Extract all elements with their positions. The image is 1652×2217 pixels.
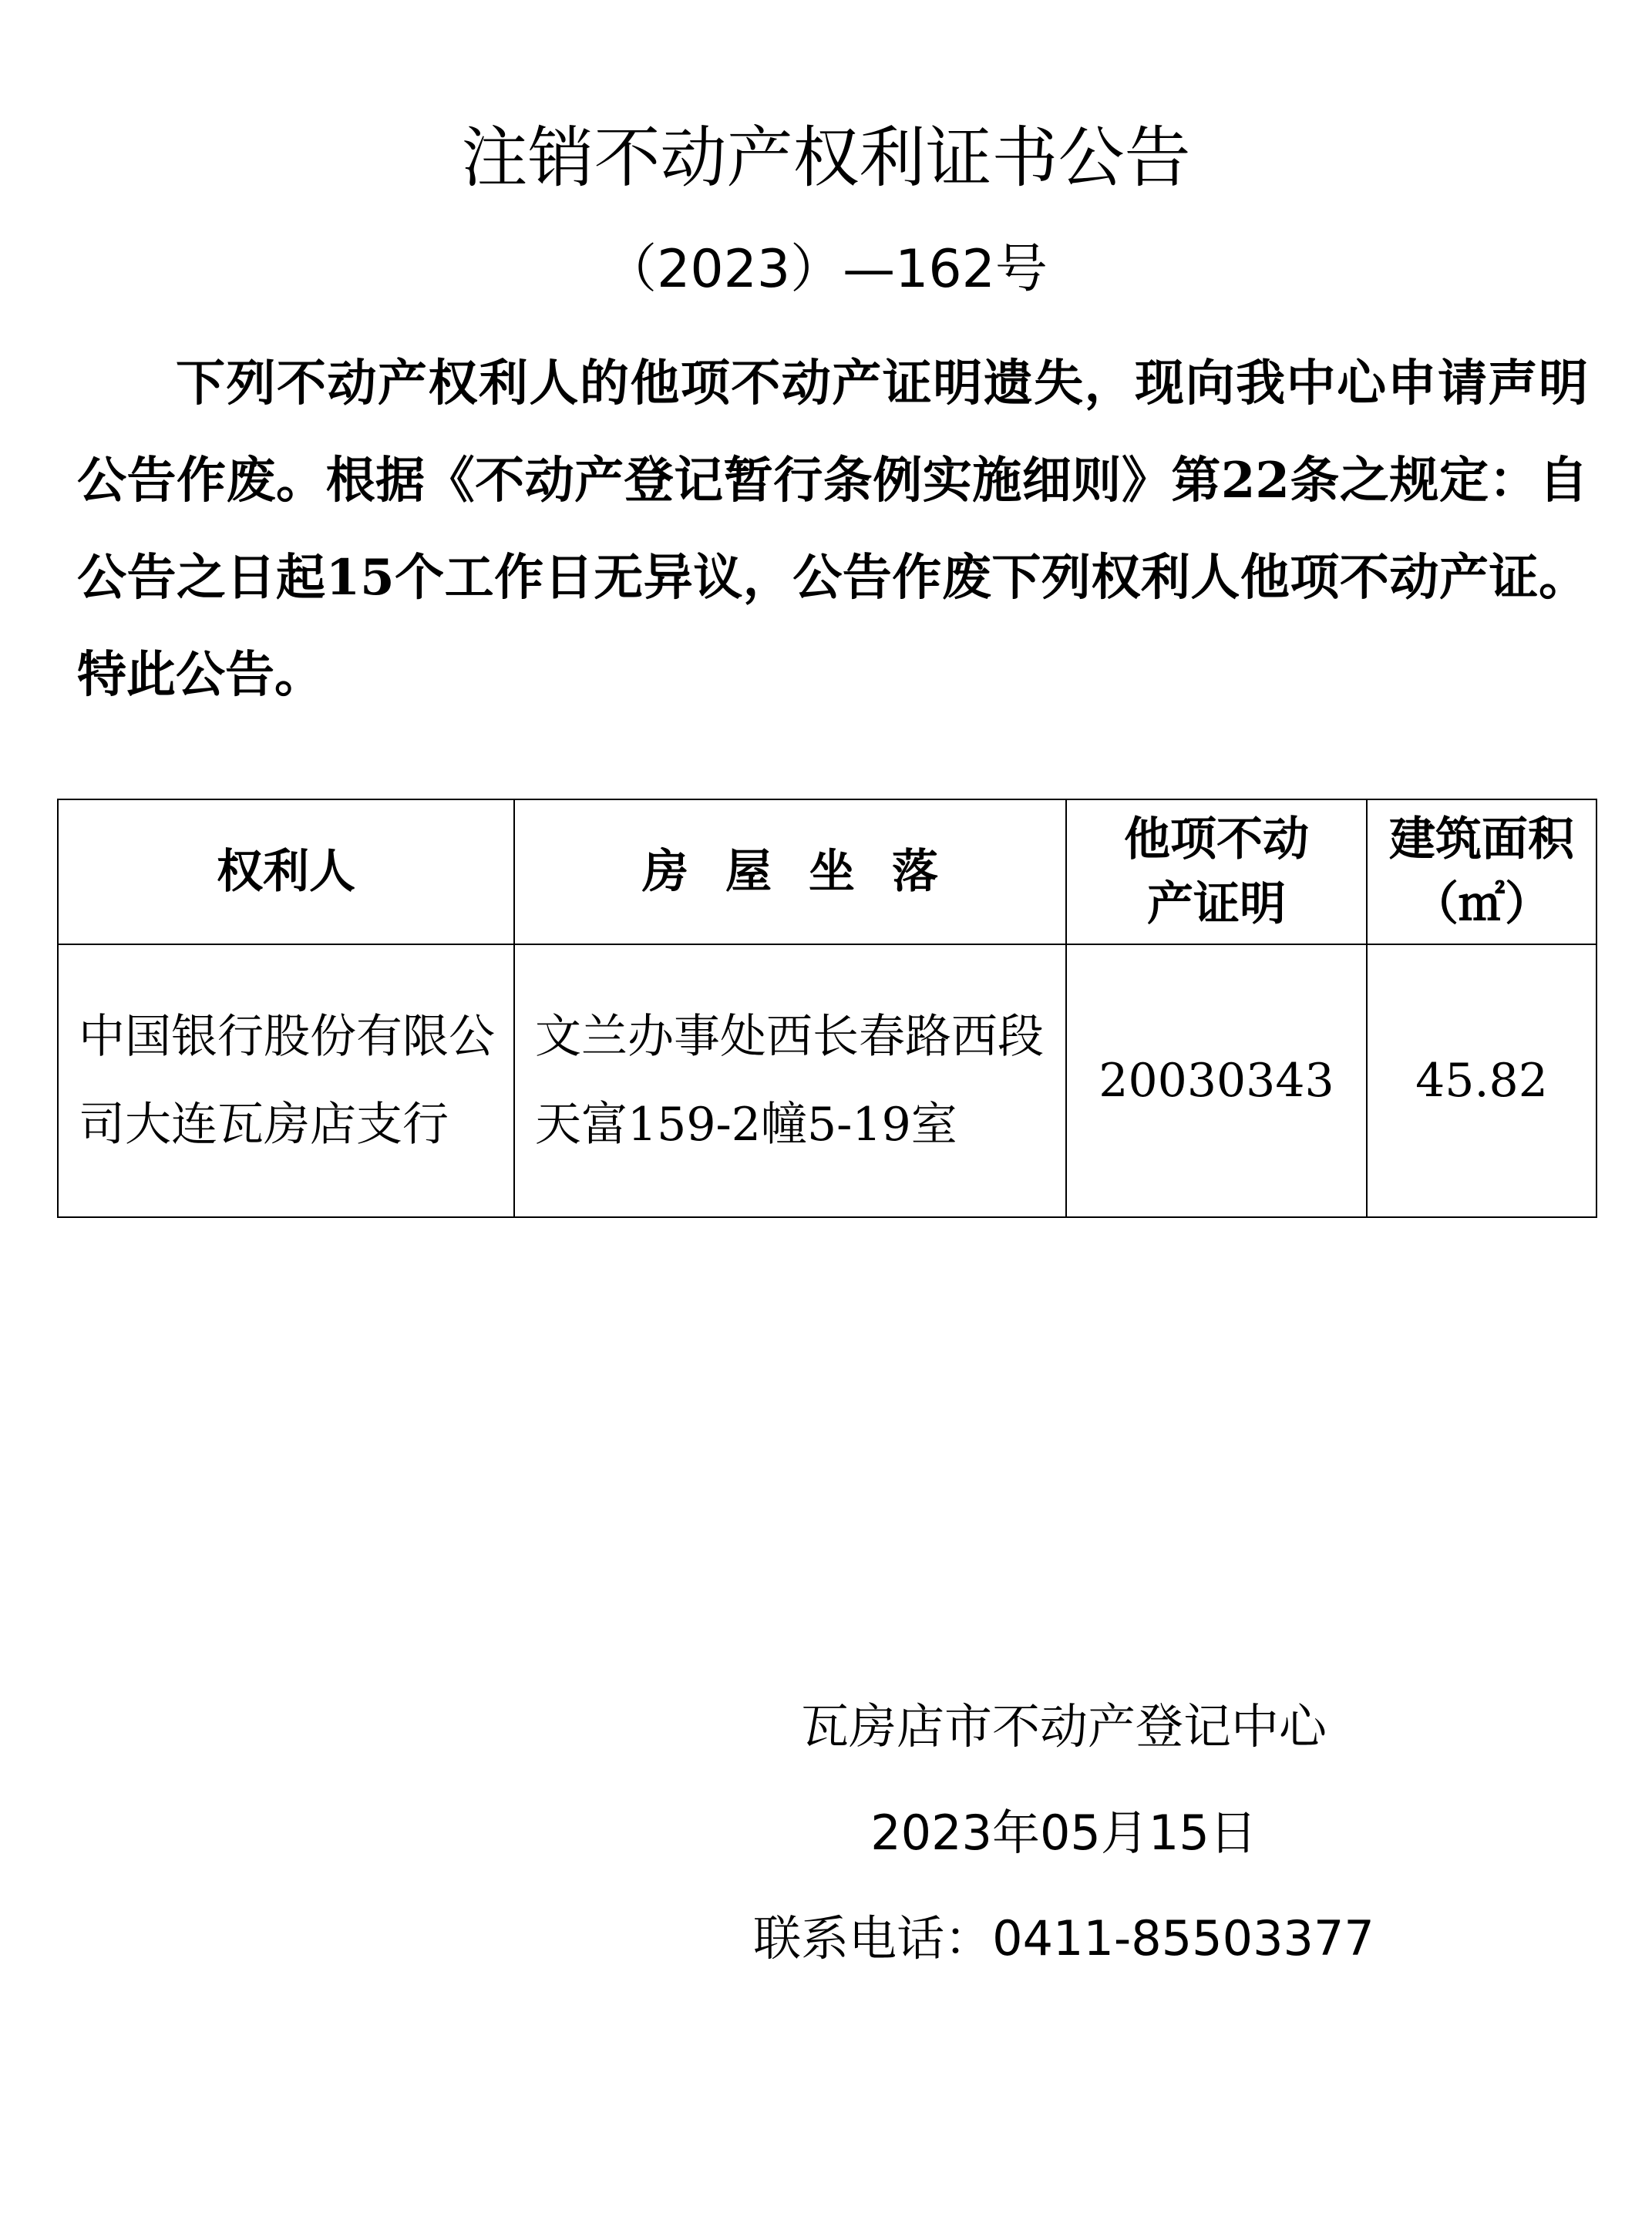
notice-title: 注销不动产权利证书公告	[461, 119, 1191, 197]
issuer-name: 瓦房店市不动产登记中心	[800, 1698, 1327, 1754]
cell-area: 45.82	[1367, 944, 1596, 1217]
header-location-label: 房屋坐落	[642, 845, 975, 899]
notice-body: 下列不动产权利人的他项不动产证明遗失，现向我中心申请声明公告作废。根据《不动产登记暂行条例实施细则》第22条之规定：自公告之日起15个工作日无异议，公告作废下列权利人他项不动产证。特此公告。	[77, 355, 1588, 704]
header-holder	[58, 799, 514, 944]
cell-certificate: 20030343	[1066, 944, 1367, 1217]
contact-phone: 联系电话：0411-85503377	[753, 1910, 1374, 1966]
table-header-row	[58, 799, 1596, 944]
header-area-label: 建筑面积（㎡）	[1389, 812, 1574, 931]
header-area	[1367, 799, 1596, 944]
records-table	[57, 799, 1597, 1218]
cell-holder: 中国银行股份有限公司大连瓦房店支行	[58, 944, 514, 1217]
cell-location: 文兰办事处西长春路西段天富159-2幢5-19室	[514, 944, 1066, 1217]
header-holder-label: 权利人	[217, 845, 355, 899]
table-row	[58, 944, 1596, 1217]
document-number: （2023）—162号	[604, 239, 1048, 300]
header-location	[514, 799, 1066, 944]
header-certificate	[1066, 799, 1367, 944]
issue-date: 2023年05月15日	[870, 1805, 1257, 1861]
header-certificate-label: 他项不动产证明	[1124, 812, 1309, 931]
